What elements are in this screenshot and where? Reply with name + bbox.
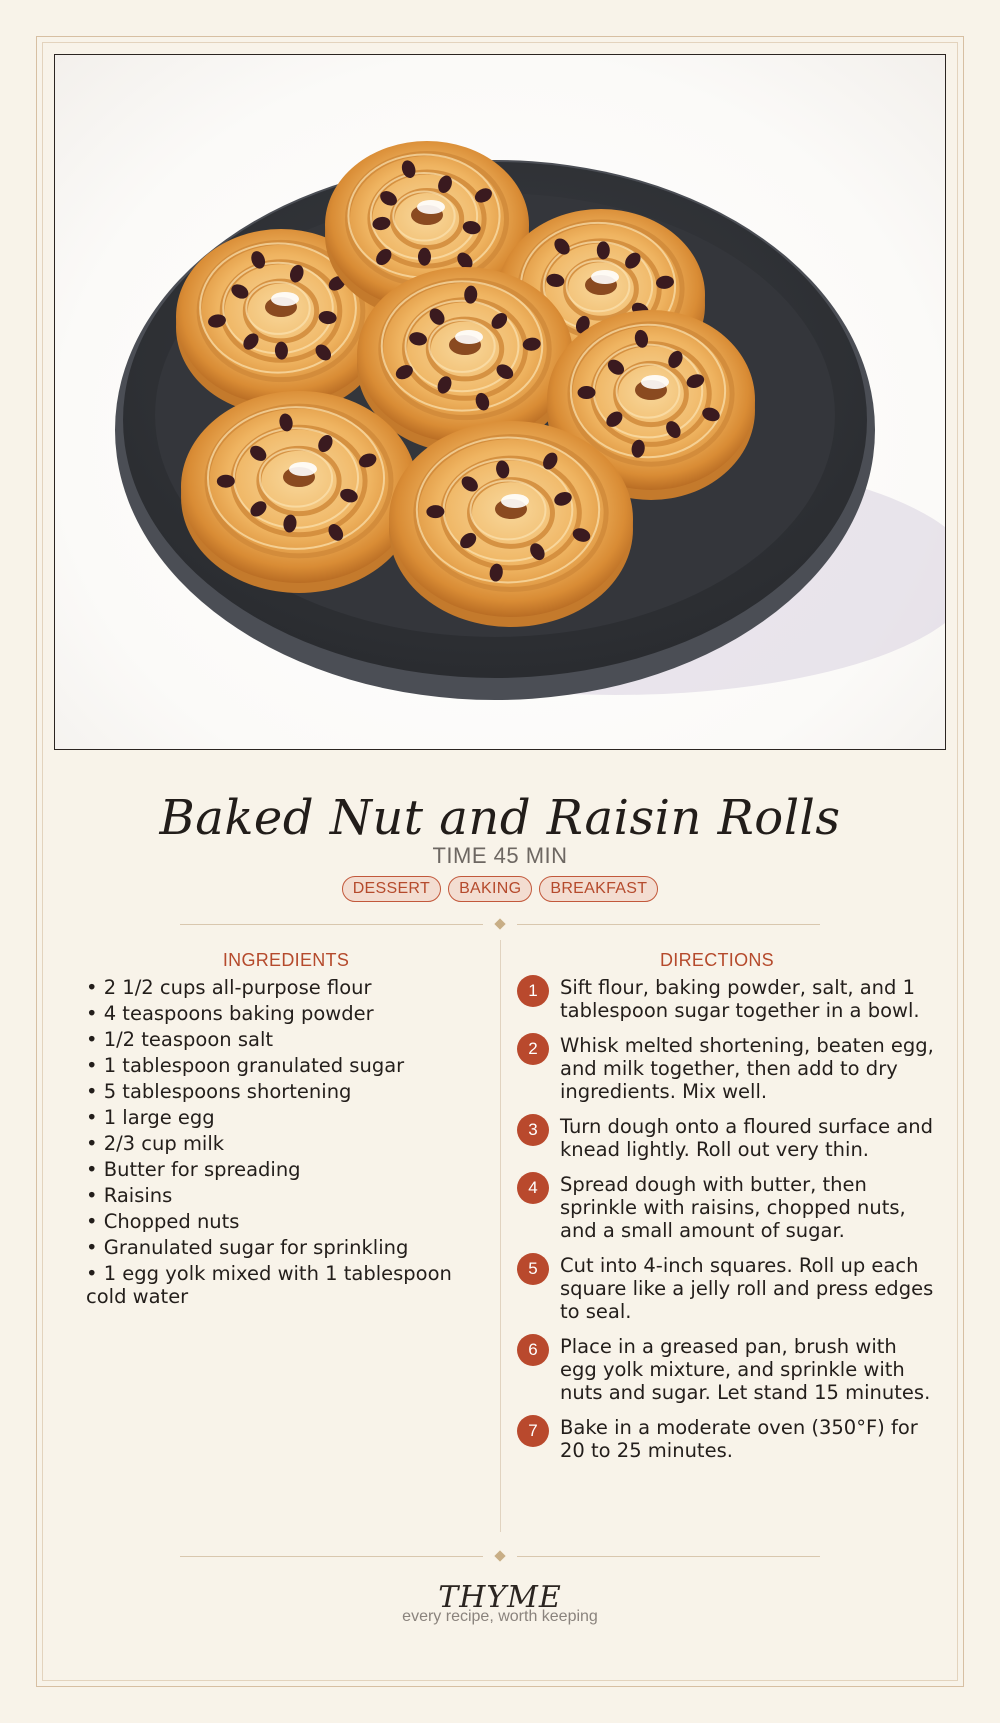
top-divider-left bbox=[180, 924, 483, 925]
ingredient-item: • 2 1/2 cups all-purpose flour bbox=[86, 976, 486, 999]
recipe-time: TIME 45 MIN bbox=[432, 843, 568, 868]
ingredient-item: • 1 egg yolk mixed with 1 tablespoon cold water bbox=[86, 1262, 486, 1308]
brand-tagline: every recipe, worth keeping bbox=[402, 1608, 598, 1625]
step-number-badge: 2 bbox=[517, 1033, 549, 1065]
direction-step bbox=[517, 1034, 937, 1103]
ingredient-item: • 1/2 teaspoon salt bbox=[86, 1028, 486, 1051]
step-text: Whisk melted shortening, beaten egg, and milk together, then add to dry ingredients. Mix well. bbox=[560, 1034, 934, 1103]
step-number-badge: 6 bbox=[517, 1334, 549, 1366]
direction-step bbox=[517, 1335, 937, 1404]
ingredient-item: • 1 tablespoon granulated sugar bbox=[86, 1054, 486, 1077]
direction-step bbox=[517, 976, 937, 1022]
bottom-divider-left bbox=[180, 1556, 483, 1557]
step-text: Spread dough with butter, then sprinkle with raisins, chopped nuts, and a small amount of sugar. bbox=[560, 1173, 906, 1242]
column-divider bbox=[500, 940, 501, 1532]
step-text: Sift flour, baking powder, salt, and 1 tablespoon sugar together in a bowl. bbox=[560, 976, 920, 1022]
directions-list bbox=[517, 976, 937, 1474]
ingredient-item: • 5 tablespoons shortening bbox=[86, 1080, 486, 1103]
direction-step bbox=[517, 1173, 937, 1242]
top-divider-right bbox=[517, 924, 820, 925]
recipe-tags bbox=[0, 876, 1000, 902]
tag-breakfast[interactable]: BREAKFAST bbox=[539, 876, 658, 902]
step-number-badge: 5 bbox=[517, 1253, 549, 1285]
ingredient-item: • 4 teaspoons baking powder bbox=[86, 1002, 486, 1025]
ingredient-item: • 1 large egg bbox=[86, 1106, 486, 1129]
direction-step bbox=[517, 1254, 937, 1323]
step-text: Cut into 4-inch squares. Roll up each square like a jelly roll and press edges to seal. bbox=[560, 1254, 934, 1323]
bottom-divider-right bbox=[517, 1556, 820, 1557]
tag-dessert[interactable]: DESSERT bbox=[342, 876, 441, 902]
ingredient-item: • Raisins bbox=[86, 1184, 486, 1207]
step-number-badge: 1 bbox=[517, 975, 549, 1007]
ingredients-list bbox=[86, 976, 486, 1311]
step-number-badge: 3 bbox=[517, 1114, 549, 1146]
step-text: Turn dough onto a floured surface and knead lightly. Roll out very thin. bbox=[560, 1115, 934, 1161]
direction-step bbox=[517, 1416, 937, 1462]
recipe-photo bbox=[54, 54, 946, 750]
ingredients-heading: INGREDIENTS bbox=[222, 950, 350, 970]
ingredient-item: • Granulated sugar for sprinkling bbox=[86, 1236, 486, 1259]
tag-baking[interactable]: BAKING bbox=[448, 876, 532, 902]
step-number-badge: 7 bbox=[517, 1415, 549, 1447]
step-number-badge: 4 bbox=[517, 1172, 549, 1204]
ingredient-item: • 2/3 cup milk bbox=[86, 1132, 486, 1155]
ingredient-item: • Butter for spreading bbox=[86, 1158, 486, 1181]
step-text: Bake in a moderate oven (350°F) for 20 to 25 minutes. bbox=[560, 1416, 918, 1462]
recipe-title: Baked Nut and Raisin Rolls bbox=[159, 790, 841, 846]
ingredient-item: • Chopped nuts bbox=[86, 1210, 486, 1233]
directions-heading: DIRECTIONS bbox=[659, 950, 774, 970]
direction-step bbox=[517, 1115, 937, 1161]
rolls-illustration bbox=[55, 55, 946, 750]
brand-logo: THYME bbox=[438, 1580, 562, 1615]
step-text: Place in a greased pan, brush with egg yolk mixture, and sprinkle with nuts and sugar. Let stand 15 minutes. bbox=[560, 1335, 931, 1404]
